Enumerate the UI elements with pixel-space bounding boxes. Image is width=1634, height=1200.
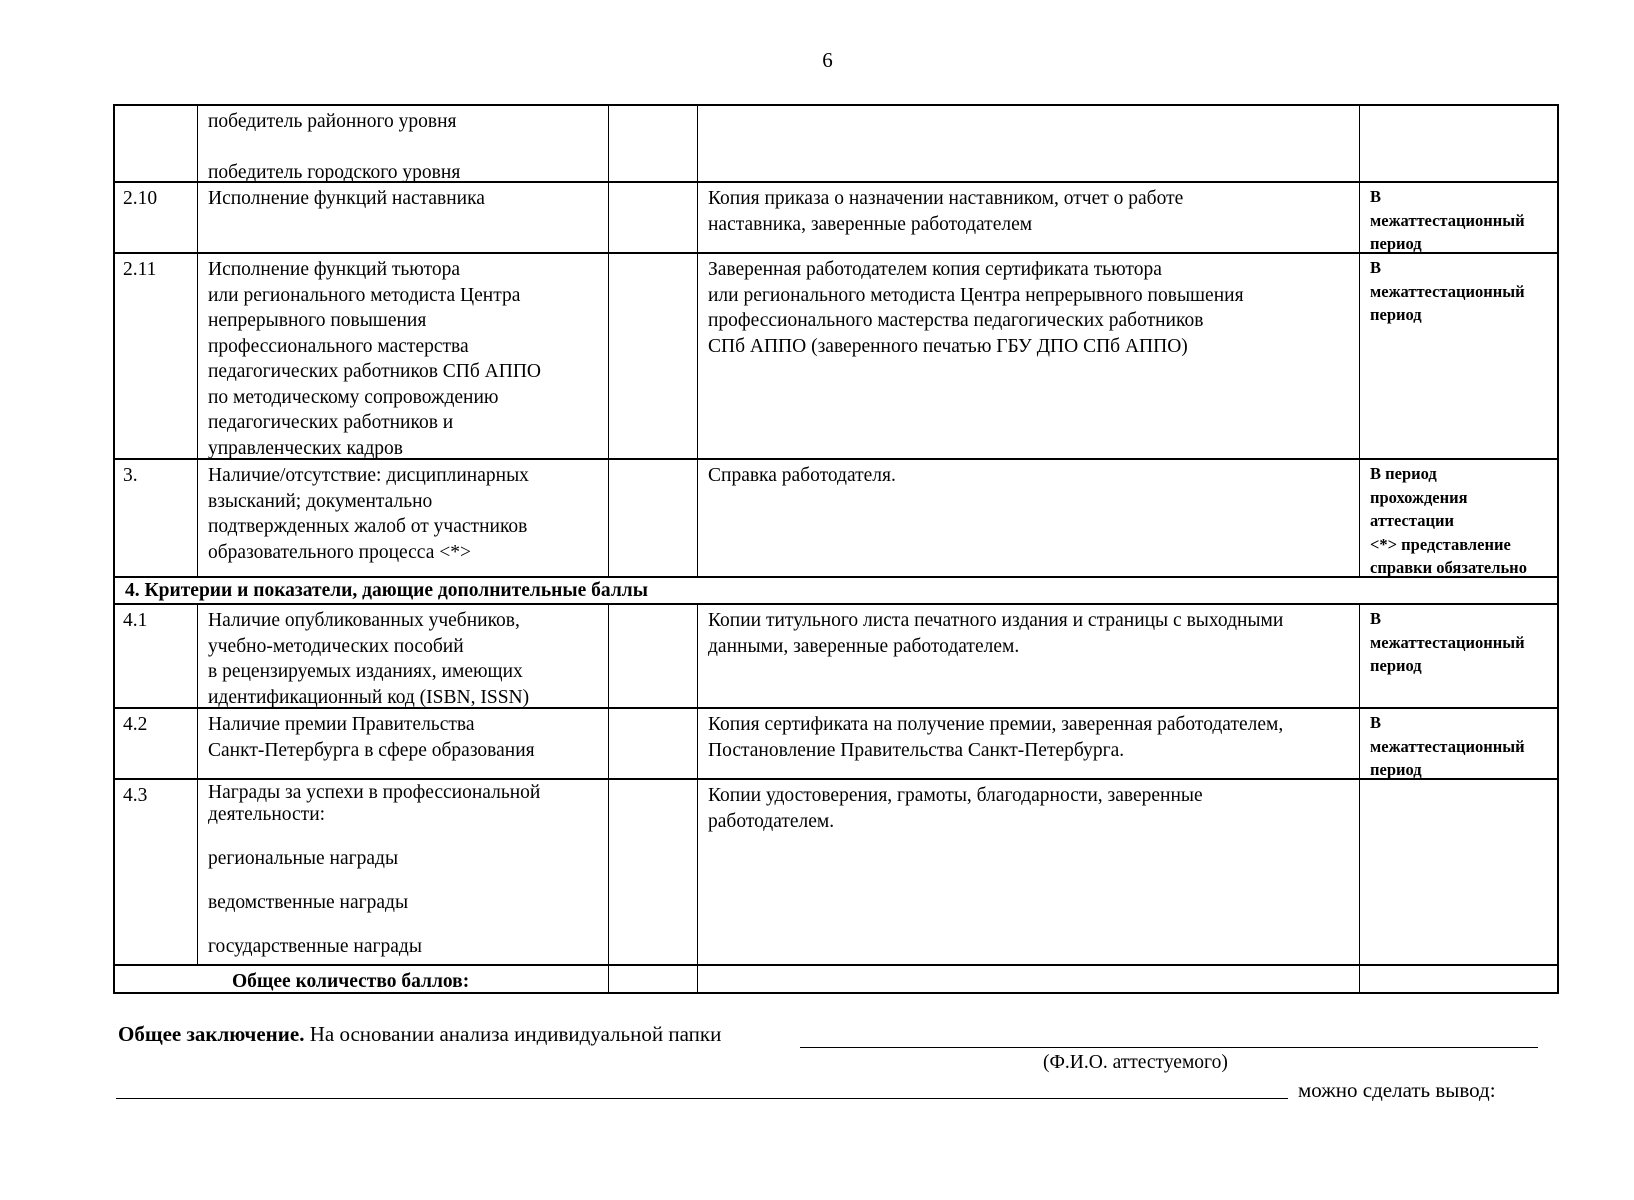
conclusion-text: На основании анализа индивидуальной папки: [304, 1022, 722, 1046]
total-row: [115, 964, 1557, 992]
conclusion-heading: Общее заключение.: [118, 1022, 305, 1046]
points-cell: [608, 780, 697, 964]
table-row: [115, 181, 1557, 252]
total-documents-cell: [697, 966, 1359, 992]
period-cell: В межаттестационный период: [1359, 605, 1557, 707]
points-cell: [608, 183, 697, 252]
documents-cell: Копия сертификата на получение премии, заверенная работодателем, Постановление Правительства Санкт-Петербурга.: [697, 709, 1359, 778]
period-cell: В межаттестационный период: [1359, 183, 1557, 252]
period-cell: В период прохождения аттестации <*> представление справки обязательно: [1359, 460, 1557, 576]
documents-cell: Копия приказа о назначении наставником, отчет о работе наставника, заверенные работодателем: [697, 183, 1359, 252]
points-cell: [608, 460, 697, 576]
row-number: 4.3: [123, 785, 148, 806]
table-row: [115, 778, 1557, 964]
period-cell: В межаттестационный период: [1359, 254, 1557, 458]
points-cell: [608, 709, 697, 778]
table-row: [115, 603, 1557, 707]
criterion-cell: победитель районного уровня победитель городского уровня: [197, 106, 608, 181]
row-number: 4.2: [123, 714, 148, 735]
table-row: [115, 252, 1557, 458]
row-number: 2.11: [123, 259, 157, 280]
conclusion-tail: можно сделать вывод:: [1298, 1078, 1496, 1102]
points-cell: [608, 605, 697, 707]
criterion-cell: Исполнение функций наставника: [197, 183, 608, 252]
row-number: 2.10: [123, 188, 158, 209]
points-cell: [608, 106, 697, 181]
period-cell: В межаттестационный период: [1359, 709, 1557, 778]
total-points-cell: [608, 966, 697, 992]
criterion-cell: Наличие/отсутствие: дисциплинарных взысканий; документально подтвержденных жалоб от участников образовательного процесса <*>: [197, 460, 608, 576]
section-title: 4. Критерии и показатели, дающие дополнительные баллы: [125, 580, 648, 601]
page-number: 6: [822, 48, 833, 72]
fio-hint: (Ф.И.О. аттестуемого): [1043, 1052, 1228, 1073]
table-row: [115, 458, 1557, 576]
table-row: [115, 106, 1557, 181]
points-cell: [608, 254, 697, 458]
conclusion-line: [118, 1022, 721, 1047]
table-row: [115, 707, 1557, 778]
criterion-cell: Наличие премии Правительства Санкт-Петербурга в сфере образования: [197, 709, 608, 778]
conclusion-blank-line: [116, 1098, 1288, 1099]
documents-cell: Копии удостоверения, грамоты, благодарности, заверенные работодателем.: [697, 780, 1359, 964]
documents-cell: Справка работодателя.: [697, 460, 1359, 576]
documents-cell: Заверенная работодателем копия сертификата тьютора или регионального методиста Центра непрерывного повышения профессионального мастерства педагогических работников СПб АППО (заверенного печатью ГБУ ДПО СПб АППО): [697, 254, 1359, 458]
assessment-table: [113, 104, 1559, 994]
criterion-cell: Исполнение функций тьютора или регионального методиста Центра непрерывного повышения профессионального мастерства педагогических работников СПб АППО по методическому сопровождению педагогических работников и управленческих кадров: [197, 254, 608, 458]
criterion-cell: Наличие опубликованных учебников, учебно-методических пособий в рецензируемых изданиях, имеющих идентификационный код (ISBN, ISSN): [197, 605, 608, 707]
period-cell: [1359, 780, 1557, 964]
total-label: Общее количество баллов:: [232, 971, 470, 992]
documents-cell: [697, 106, 1359, 181]
criterion-cell: Награды за успехи в профессиональной деятельности: региональные награды ведомственные награды государственные награды: [197, 780, 608, 964]
row-number: 4.1: [123, 610, 148, 631]
row-number: [115, 106, 197, 181]
fio-blank-line: [800, 1047, 1538, 1048]
period-cell: [1359, 106, 1557, 181]
documents-cell: Копии титульного листа печатного издания и страницы с выходными данными, заверенные работодателем.: [697, 605, 1359, 707]
section-header-row: [115, 576, 1557, 603]
total-period-cell: [1359, 966, 1557, 992]
row-number: 3.: [123, 465, 138, 486]
